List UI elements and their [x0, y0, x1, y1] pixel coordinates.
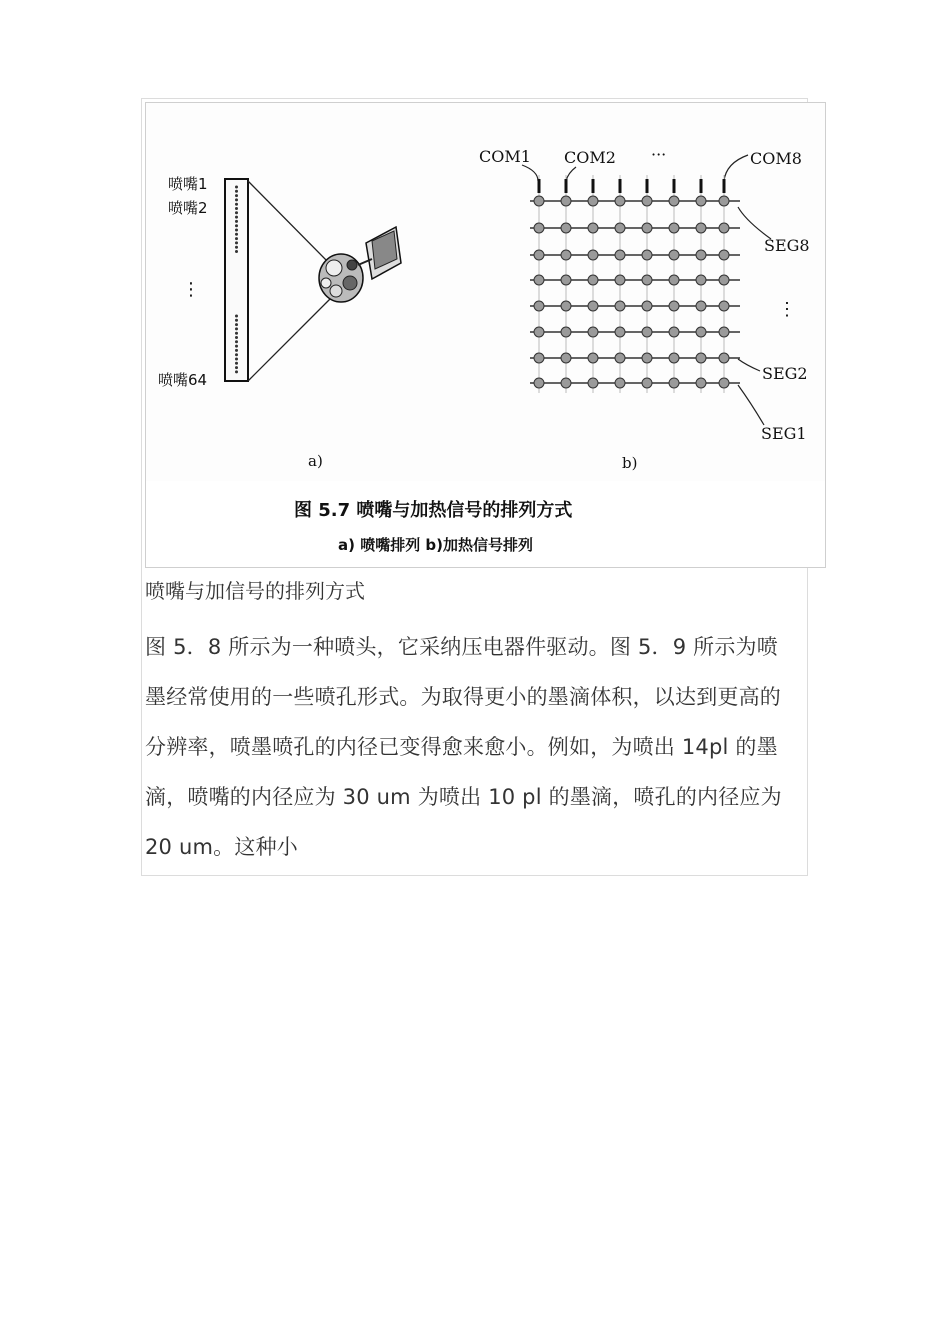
paragraph-line: 20 um。这种小: [145, 835, 298, 859]
label-seg2: SEG2: [762, 364, 808, 383]
print-head-illustration: [319, 227, 401, 302]
paragraph-line: 墨经常使用的一些喷孔形式。为取得更小的墨滴体积，以达到更高的: [145, 685, 781, 709]
figure-image: [146, 103, 826, 568]
figure-title: 图 5.7 喷嘴与加热信号的排列方式: [294, 500, 573, 521]
figure-subtitle: a) 喷嘴排列 b)加热信号排列: [338, 536, 534, 554]
label-nozzle2: 喷嘴2: [168, 199, 208, 217]
sub-label-a: a): [308, 452, 323, 470]
paragraph-line: 图 5．8 所示为一种喷头，它采纳压电器件驱动。图 5．9 所示为喷: [145, 635, 778, 659]
label-com-ellipsis: ···: [651, 145, 667, 164]
figure-5-7: [145, 102, 826, 568]
label-com8: COM8: [750, 149, 802, 168]
label-nozzle1: 喷嘴1: [168, 175, 208, 193]
figure-caption-text: 喷嘴与加信号的排列方式: [145, 579, 365, 603]
label-left-ellipsis: ⋮: [182, 279, 200, 300]
sub-label-b: b): [622, 454, 638, 472]
label-seg8: SEG8: [764, 236, 810, 255]
label-com1: COM1: [479, 147, 531, 166]
label-nozzle64: 喷嘴64: [158, 371, 208, 389]
heating-signal-matrix: [530, 175, 740, 393]
label-seg-ellipsis: ⋮: [778, 299, 796, 320]
paragraph-line: 分辨率，喷墨喷孔的内径已变得愈来愈小。例如，为喷出 14pl 的墨: [145, 735, 778, 759]
body-paragraph: [145, 622, 810, 872]
label-seg1: SEG1: [761, 424, 807, 443]
paragraph-line: 滴，喷嘴的内径应为 30 um 为喷出 10 pl 的墨滴，喷孔的内径应为: [145, 785, 782, 809]
label-com2: COM2: [564, 148, 616, 167]
